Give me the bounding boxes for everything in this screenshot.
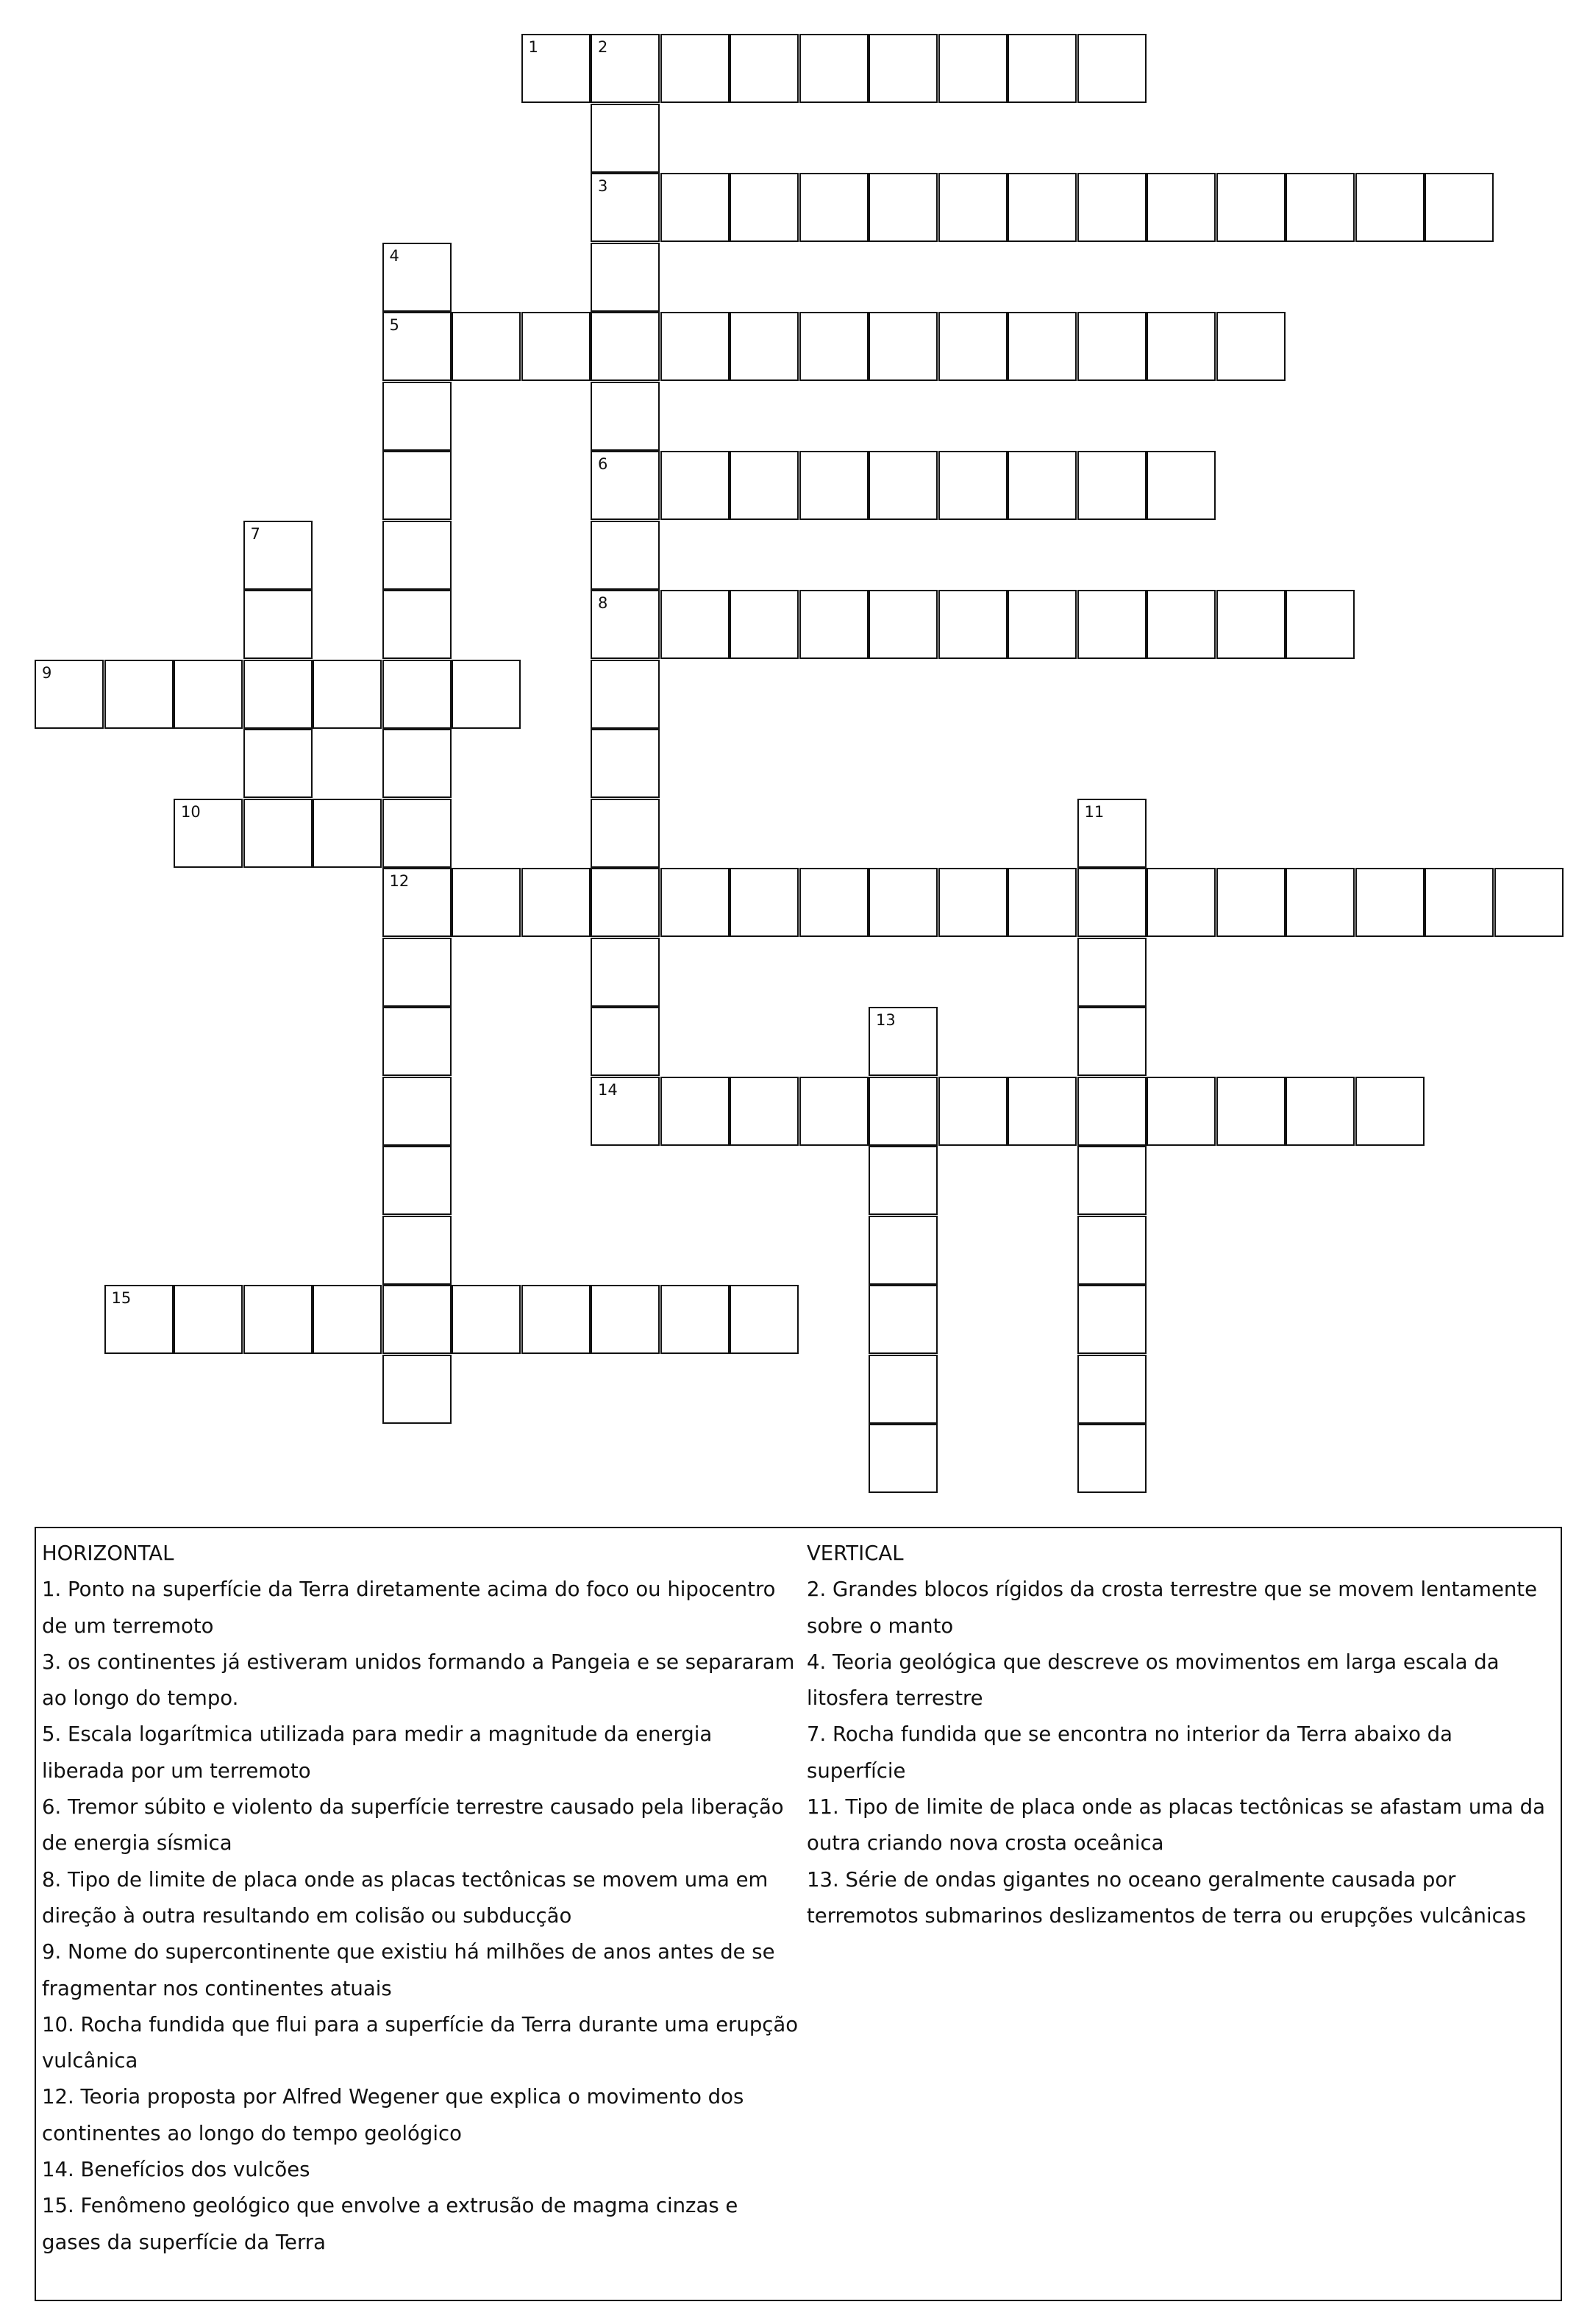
- clue-across-10: 10. Rocha fundida que flui para a superfície da Terra durante uma erupção vulcânica: [42, 2012, 799, 2073]
- grid-cell[interactable]: [730, 590, 799, 659]
- grid-cell[interactable]: [591, 521, 660, 590]
- grid-cell[interactable]: [660, 451, 730, 520]
- grid-cell[interactable]: [591, 1285, 660, 1354]
- grid-cell[interactable]: [799, 451, 869, 520]
- grid-cell[interactable]: [938, 590, 1008, 659]
- grid-cell[interactable]: [452, 1285, 521, 1354]
- grid-cell[interactable]: [1077, 590, 1147, 659]
- grid-cell[interactable]: [1077, 1007, 1147, 1076]
- grid-cell[interactable]: [938, 173, 1008, 242]
- grid-cell[interactable]: [1077, 451, 1147, 520]
- grid-cell[interactable]: [1077, 1216, 1147, 1285]
- grid-cell[interactable]: [1008, 173, 1077, 242]
- grid-cell[interactable]: [243, 799, 313, 868]
- clue-across-5: 5. Escala logarítmica utilizada para medir a magnitude da energia liberada por um terremoto: [42, 1722, 713, 1783]
- grid-cell[interactable]: [1077, 1424, 1147, 1493]
- clue-down-13: 13. Série de ondas gigantes no oceano geralmente causada por terremotos submarinos deslizamentos de terra ou erupções vulcânicas: [807, 1867, 1526, 1928]
- grid-cell[interactable]: [869, 1424, 938, 1493]
- grid-cell[interactable]: [799, 173, 869, 242]
- grid-cell[interactable]: [799, 1077, 869, 1146]
- grid-cell[interactable]: [591, 1077, 660, 1146]
- grid-cell[interactable]: [799, 312, 869, 381]
- grid-cell[interactable]: [1077, 1077, 1147, 1146]
- grid-cell[interactable]: [1147, 868, 1216, 937]
- grid-cell[interactable]: [452, 868, 521, 937]
- clue-number: 11: [1084, 802, 1105, 821]
- grid-cell[interactable]: [591, 660, 660, 729]
- grid-cell[interactable]: [452, 660, 521, 729]
- grid-cell[interactable]: [938, 868, 1008, 937]
- grid-cell[interactable]: [1008, 868, 1077, 937]
- grid-cell[interactable]: [591, 104, 660, 173]
- grid-cell[interactable]: [799, 34, 869, 103]
- grid-cell[interactable]: [1425, 173, 1494, 242]
- clue-across-8: 8. Tipo de limite de placa onde as placas tectônicas se movem uma em direção à outra resultando em colisão ou subducção: [42, 1867, 769, 1928]
- grid-cell[interactable]: [1147, 312, 1216, 381]
- grid-cell[interactable]: [1008, 312, 1077, 381]
- grid-cell[interactable]: [1077, 799, 1147, 868]
- grid-cell[interactable]: [1077, 173, 1147, 242]
- grid-cell[interactable]: [591, 729, 660, 798]
- grid-cell[interactable]: [730, 1285, 799, 1354]
- grid-cell[interactable]: [591, 382, 660, 451]
- grid-cell[interactable]: [869, 1355, 938, 1424]
- clue-number: 1: [528, 38, 538, 56]
- grid-cell[interactable]: [1077, 938, 1147, 1007]
- grid-cell[interactable]: [591, 243, 660, 312]
- grid-cell[interactable]: [591, 173, 660, 242]
- grid-cell[interactable]: [313, 660, 382, 729]
- grid-cell[interactable]: [1077, 34, 1147, 103]
- grid-cell[interactable]: [938, 312, 1008, 381]
- grid-cell[interactable]: [382, 1146, 452, 1215]
- grid-cell[interactable]: [869, 173, 938, 242]
- grid-cell[interactable]: [382, 590, 452, 659]
- grid-cell[interactable]: [382, 1077, 452, 1146]
- grid-cell[interactable]: [1077, 868, 1147, 937]
- clue-number: 15: [111, 1289, 132, 1307]
- grid-cell[interactable]: [660, 312, 730, 381]
- grid-cell[interactable]: [938, 34, 1008, 103]
- grid-cell[interactable]: [730, 1077, 799, 1146]
- grid-cell[interactable]: [382, 243, 452, 312]
- grid-cell[interactable]: [591, 590, 660, 659]
- clues-box: [35, 1527, 1562, 2301]
- grid-cell[interactable]: [1147, 1077, 1216, 1146]
- grid-cell[interactable]: [1286, 868, 1355, 937]
- grid-cell[interactable]: [869, 1285, 938, 1354]
- grid-cell[interactable]: [243, 660, 313, 729]
- grid-cell[interactable]: [1077, 1285, 1147, 1354]
- grid-cell[interactable]: [869, 34, 938, 103]
- clue-across-6: 6. Tremor súbito e violento da superfície terrestre causado pela liberação de energia sísmica: [42, 1795, 784, 1856]
- grid-cell[interactable]: [104, 1285, 174, 1354]
- grid-cell[interactable]: [660, 34, 730, 103]
- grid-cell[interactable]: [1008, 590, 1077, 659]
- grid-cell[interactable]: [382, 382, 452, 451]
- grid-cell[interactable]: [1147, 451, 1216, 520]
- grid-cell[interactable]: [1286, 1077, 1355, 1146]
- grid-cell[interactable]: [1077, 312, 1147, 381]
- grid-cell[interactable]: [382, 729, 452, 798]
- clue-down-4: 4. Teoria geológica que descreve os movimentos em larga escala da litosfera terrestre: [807, 1650, 1500, 1711]
- grid-cell[interactable]: [938, 451, 1008, 520]
- grid-cell[interactable]: [869, 1077, 938, 1146]
- grid-cell[interactable]: [660, 1077, 730, 1146]
- grid-cell[interactable]: [869, 590, 938, 659]
- grid-cell[interactable]: [730, 868, 799, 937]
- clue-number: 7: [250, 524, 260, 543]
- grid-cell[interactable]: [938, 1077, 1008, 1146]
- grid-cell[interactable]: [243, 521, 313, 590]
- clue-number: 3: [598, 177, 608, 195]
- grid-cell[interactable]: [591, 312, 660, 381]
- grid-cell[interactable]: [1355, 868, 1425, 937]
- grid-cell[interactable]: [382, 660, 452, 729]
- grid-cell[interactable]: [382, 799, 452, 868]
- grid-cell[interactable]: [382, 521, 452, 590]
- grid-cell[interactable]: [869, 312, 938, 381]
- grid-cell[interactable]: [521, 34, 591, 103]
- grid-cell[interactable]: [1425, 868, 1494, 937]
- grid-cell[interactable]: [521, 868, 591, 937]
- grid-cell[interactable]: [1494, 868, 1564, 937]
- clue-across-14: 14. Benefícios dos vulcões: [42, 2158, 310, 2182]
- grid-cell[interactable]: [174, 1285, 243, 1354]
- grid-cell[interactable]: [799, 868, 869, 937]
- grid-cell[interactable]: [591, 451, 660, 520]
- grid-cell[interactable]: [452, 312, 521, 381]
- clue-number: 2: [598, 38, 608, 56]
- horizontal-heading: HORIZONTAL: [42, 1541, 174, 1565]
- grid-cell[interactable]: [1008, 1077, 1077, 1146]
- grid-cell[interactable]: [869, 1216, 938, 1285]
- grid-cell[interactable]: [730, 451, 799, 520]
- clue-across-15: 15. Fenômeno geológico que envolve a extrusão de magma cinzas e gases da superfície da Terra: [42, 2194, 738, 2254]
- grid-cell[interactable]: [1147, 173, 1216, 242]
- grid-cell[interactable]: [869, 1146, 938, 1215]
- grid-cell[interactable]: [382, 451, 452, 520]
- clue-number: 8: [598, 594, 608, 612]
- grid-cell[interactable]: [591, 868, 660, 937]
- grid-cell[interactable]: [521, 312, 591, 381]
- grid-cell[interactable]: [869, 868, 938, 937]
- grid-cell[interactable]: [243, 729, 313, 798]
- clue-down-2: 2. Grandes blocos rígidos da crosta terrestre que se movem lentamente sobre o manto: [807, 1578, 1537, 1638]
- grid-cell[interactable]: [104, 660, 174, 729]
- clue-number: 5: [389, 316, 399, 334]
- grid-cell[interactable]: [591, 1007, 660, 1076]
- grid-cell[interactable]: [1286, 173, 1355, 242]
- clue-across-9: 9. Nome do supercontinente que existiu há milhões de anos antes de se fragmentar nos continentes atuais: [42, 1940, 775, 2000]
- grid-cell[interactable]: [382, 1355, 452, 1424]
- grid-cell[interactable]: [1008, 451, 1077, 520]
- vertical-clues: [807, 1536, 1557, 1934]
- grid-cell[interactable]: [730, 173, 799, 242]
- clue-number: 9: [42, 663, 52, 682]
- grid-cell[interactable]: [1077, 1355, 1147, 1424]
- grid-cell[interactable]: [1147, 590, 1216, 659]
- vertical-heading: VERTICAL: [807, 1541, 904, 1565]
- grid-cell[interactable]: [1008, 34, 1077, 103]
- clue-across-1: 1. Ponto na superfície da Terra diretamente acima do foco ou hipocentro de um terremoto: [42, 1578, 776, 1638]
- clue-number: 10: [181, 802, 201, 821]
- grid-cell[interactable]: [1355, 173, 1425, 242]
- grid-cell[interactable]: [382, 938, 452, 1007]
- grid-cell[interactable]: [869, 451, 938, 520]
- clue-number: 6: [598, 455, 608, 473]
- clue-across-12: 12. Teoria proposta por Alfred Wegener que explica o movimento dos continentes ao longo do tempo geológico: [42, 2085, 744, 2145]
- clue-down-11: 11. Tipo de limite de placa onde as placas tectônicas se afastam uma da outra criando nova crosta oceânica: [807, 1795, 1545, 1856]
- grid-cell[interactable]: [730, 312, 799, 381]
- grid-cell[interactable]: [382, 312, 452, 381]
- grid-cell[interactable]: [730, 34, 799, 103]
- clue-number: 4: [389, 246, 399, 265]
- grid-cell[interactable]: [243, 590, 313, 659]
- grid-cell[interactable]: [1077, 1146, 1147, 1215]
- grid-cell[interactable]: [869, 1007, 938, 1076]
- grid-cell[interactable]: [382, 868, 452, 937]
- grid-cell[interactable]: [174, 660, 243, 729]
- grid-cell[interactable]: [243, 1285, 313, 1354]
- grid-cell[interactable]: [660, 590, 730, 659]
- grid-cell[interactable]: [660, 173, 730, 242]
- grid-cell[interactable]: [1286, 590, 1355, 659]
- clue-across-3: 3. os continentes já estiveram unidos formando a Pangeia e se separaram ao longo do tempo.: [42, 1650, 795, 1711]
- clue-number: 13: [876, 1011, 896, 1029]
- grid-cell[interactable]: [591, 799, 660, 868]
- grid-cell[interactable]: [660, 1285, 730, 1354]
- horizontal-clues: [42, 1536, 799, 2261]
- grid-cell[interactable]: [660, 868, 730, 937]
- grid-cell[interactable]: [313, 799, 382, 868]
- grid-cell[interactable]: [591, 34, 660, 103]
- grid-cell[interactable]: [174, 799, 243, 868]
- grid-cell[interactable]: [313, 1285, 382, 1354]
- clue-down-7: 7. Rocha fundida que se encontra no interior da Terra abaixo da superfície: [807, 1722, 1452, 1783]
- grid-cell[interactable]: [382, 1285, 452, 1354]
- grid-cell[interactable]: [591, 938, 660, 1007]
- grid-cell[interactable]: [35, 660, 104, 729]
- grid-cell[interactable]: [382, 1007, 452, 1076]
- clue-number: 12: [389, 872, 410, 890]
- grid-cell[interactable]: [521, 1285, 591, 1354]
- grid-cell[interactable]: [799, 590, 869, 659]
- grid-cell[interactable]: [1216, 312, 1286, 381]
- grid-cell[interactable]: [1216, 173, 1286, 242]
- grid-cell[interactable]: [1216, 868, 1286, 937]
- grid-cell[interactable]: [1355, 1077, 1425, 1146]
- grid-cell[interactable]: [382, 1216, 452, 1285]
- clue-number: 14: [598, 1080, 618, 1099]
- grid-cell[interactable]: [1216, 590, 1286, 659]
- grid-cell[interactable]: [1216, 1077, 1286, 1146]
